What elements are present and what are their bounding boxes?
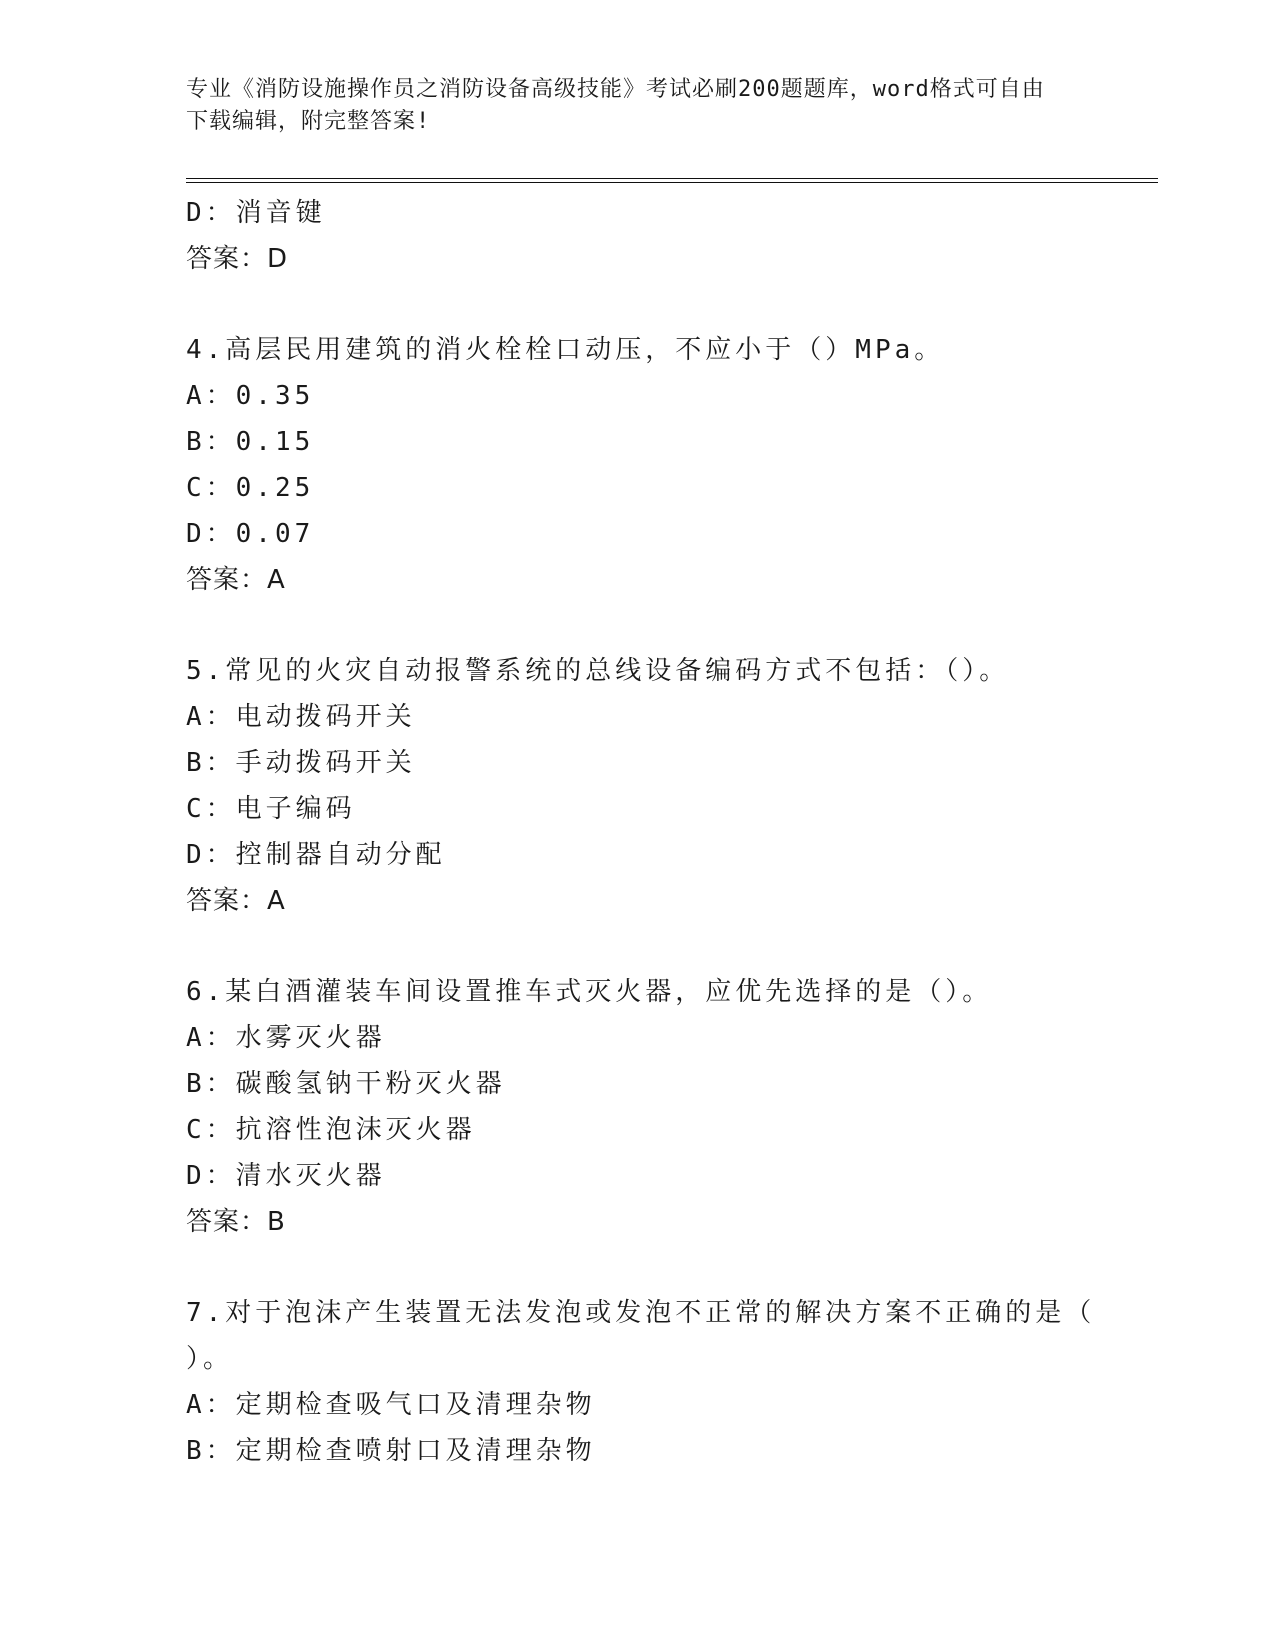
answer: 答案：D bbox=[186, 244, 289, 274]
option-c: C：电子编码 bbox=[186, 794, 356, 824]
question-6 bbox=[186, 969, 1158, 1245]
option-b: B：手动拨码开关 bbox=[186, 748, 416, 778]
question-7 bbox=[186, 1290, 1158, 1474]
option-a: A：0.35 bbox=[186, 381, 315, 411]
question-4 bbox=[186, 327, 1158, 603]
option-a: A：定期检查吸气口及清理杂物 bbox=[186, 1390, 596, 1420]
option-d: D：控制器自动分配 bbox=[186, 840, 446, 870]
answer: 答案：B bbox=[186, 1207, 286, 1237]
option-b: B：碳酸氢钠干粉灭火器 bbox=[186, 1069, 506, 1099]
option-a: A：水雾灭火器 bbox=[186, 1023, 386, 1053]
answer: 答案：A bbox=[186, 886, 286, 916]
question-stem: 4.高层民用建筑的消火栓栓口动压，不应小于（）MPa。 bbox=[186, 335, 945, 365]
question-stem-line-2: ）。 bbox=[186, 1344, 234, 1374]
option-d: D：消音键 bbox=[186, 198, 326, 228]
document-header: 专业《消防设施操作员之消防设备高级技能》考试必刷200题题库，word格式可自由下载编辑，附完整答案! bbox=[186, 77, 1045, 134]
option-b: B：0.15 bbox=[186, 427, 315, 457]
question-stem: 6.某白酒灌装车间设置推车式灭火器，应优先选择的是（）。 bbox=[186, 977, 993, 1007]
question-3-tail bbox=[186, 190, 1158, 282]
option-c: C：0.25 bbox=[186, 473, 315, 503]
spacer bbox=[186, 603, 1158, 648]
question-stem-line-1: 7.对于泡沫产生装置无法发泡或发泡不正常的解决方案不正确的是（ bbox=[186, 1298, 1096, 1328]
question-list bbox=[186, 190, 1158, 1474]
option-b: B：定期检查喷射口及清理杂物 bbox=[186, 1436, 596, 1466]
option-d: D：0.07 bbox=[186, 519, 315, 549]
option-c: C：抗溶性泡沫灭火器 bbox=[186, 1115, 476, 1145]
question-stem: 5.常见的火灾自动报警系统的总线设备编码方式不包括：（）。 bbox=[186, 656, 1010, 686]
answer: 答案：A bbox=[186, 565, 286, 595]
question-5 bbox=[186, 648, 1158, 924]
option-a: A：电动拨码开关 bbox=[186, 702, 416, 732]
spacer bbox=[186, 1245, 1158, 1290]
spacer bbox=[186, 282, 1158, 327]
header-divider bbox=[186, 178, 1158, 183]
spacer bbox=[186, 924, 1158, 969]
option-d: D：清水灭火器 bbox=[186, 1161, 386, 1191]
